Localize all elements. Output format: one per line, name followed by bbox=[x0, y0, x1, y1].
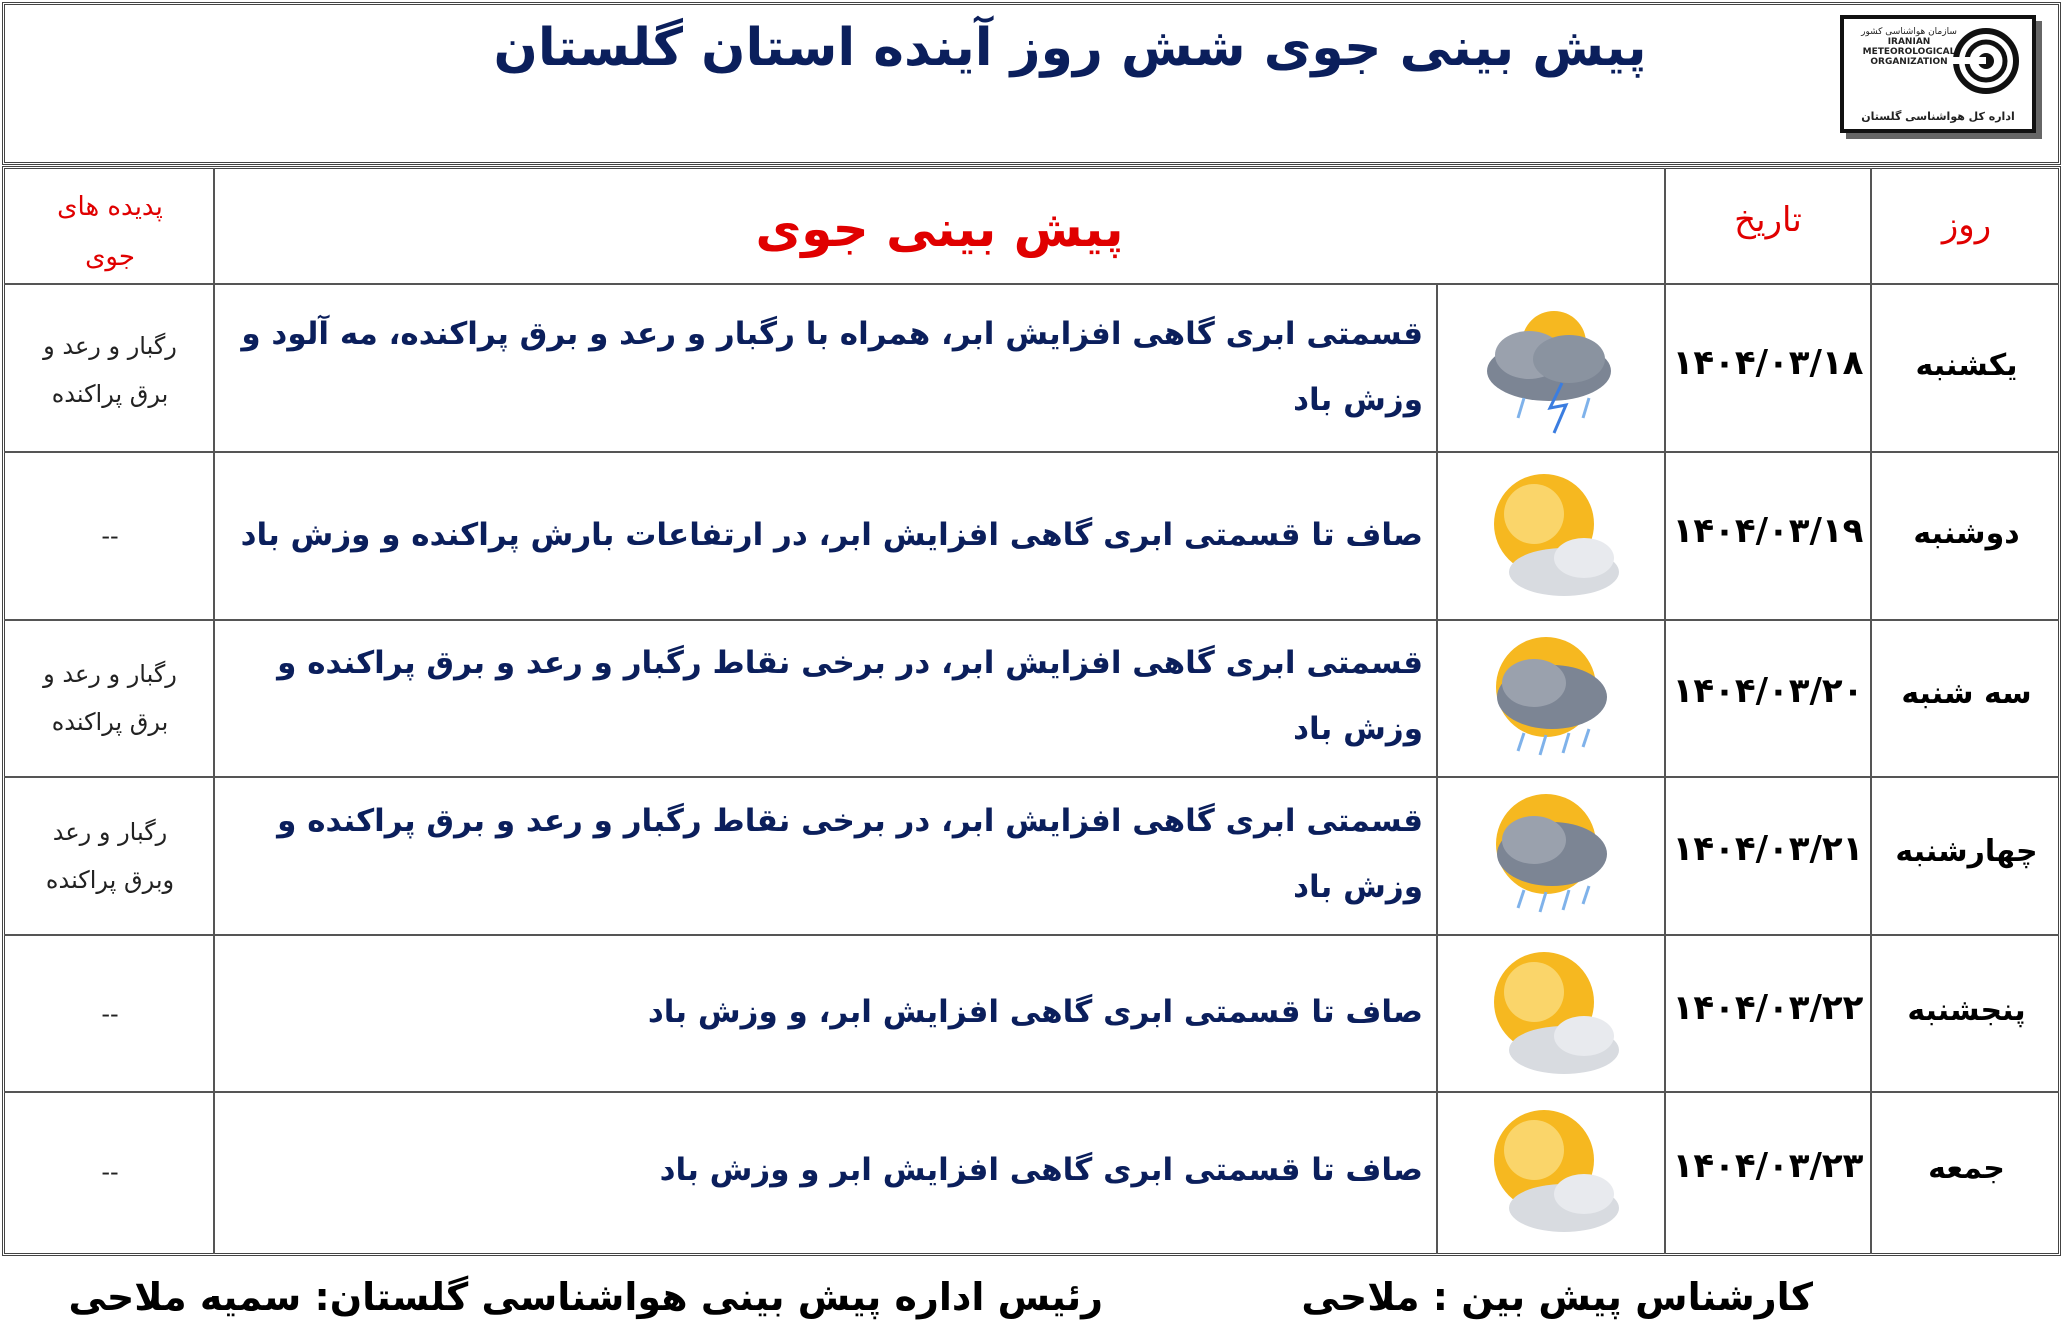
row-phenomena: -- bbox=[101, 1158, 119, 1186]
thunderstorm-icon bbox=[1474, 293, 1624, 443]
footer-head: رئیس اداره پیش بینی هواشناسی گلستان: سمیه ملاحی bbox=[68, 1275, 1103, 1319]
partly-cloudy-icon bbox=[1474, 1098, 1624, 1248]
sun-cloud-rain-icon bbox=[1474, 625, 1624, 775]
row-date: ۱۴۰۴/۰۳/۲۲ bbox=[1672, 988, 1864, 1028]
row-forecast: صاف تا قسمتی ابری گاهی افزایش ابر، در ارتفاعات بارش پراکنده و وزش باد bbox=[240, 517, 1423, 553]
header-date: تاریخ bbox=[1734, 200, 1802, 240]
row-phenomena: -- bbox=[101, 522, 119, 550]
row-phenomena: رگبار و رعد و برق پراکنده bbox=[43, 332, 177, 408]
header-phenomena: پدیده های جوی bbox=[57, 192, 163, 272]
row-phenomena: -- bbox=[101, 1000, 119, 1028]
row-date: ۱۴۰۴/۰۳/۲۳ bbox=[1672, 1146, 1864, 1186]
logo-caption: اداره کل هواشناسی گلستان bbox=[1861, 110, 2015, 123]
row-phenomena: رگبار و رعد وبرق پراکنده bbox=[45, 818, 175, 894]
partly-cloudy-icon bbox=[1474, 940, 1624, 1090]
row-forecast: قسمتی ابری گاهی افزایش ابر، همراه با رگبار و رعد و برق پراکنده، مه آلود و وزش باد bbox=[241, 316, 1423, 418]
row-day: دوشنبه bbox=[1913, 516, 2020, 551]
logo-wordmark: سازمان هواشناسی کشور IRANIAN METEOROLOGICAL ORGANIZATION bbox=[1861, 27, 1957, 67]
header-day: روز bbox=[1941, 205, 1992, 245]
row-day: یکشنبه bbox=[1915, 348, 2018, 383]
row-forecast: صاف تا قسمتی ابری گاهی افزایش ابر و وزش باد bbox=[659, 1152, 1423, 1188]
logo-emblem-icon bbox=[1950, 25, 2022, 97]
footer-forecaster: کارشناس پیش بین : ملاحی bbox=[1301, 1275, 1813, 1319]
sun-cloud-rain-icon bbox=[1474, 782, 1624, 932]
page-title: پیش بینی جوی شش روز آینده استان گلستان bbox=[493, 18, 1647, 78]
row-day: پنجشنبه bbox=[1907, 993, 2026, 1028]
header-forecast: پیش بینی جوی bbox=[755, 200, 1124, 258]
row-day: چهارشنبه bbox=[1895, 834, 2038, 869]
partly-cloudy-icon bbox=[1474, 462, 1624, 612]
row-day: سه شنبه bbox=[1901, 676, 2032, 711]
row-date: ۱۴۰۴/۰۳/۲۱ bbox=[1672, 829, 1864, 869]
organization-logo bbox=[1840, 15, 2036, 133]
row-forecast: قسمتی ابری گاهی افزایش ابر، در برخی نقاط رگبار و رعد و برق پراکنده و وزش باد bbox=[277, 803, 1423, 905]
row-date: ۱۴۰۴/۰۳/۱۹ bbox=[1672, 511, 1864, 551]
row-forecast: صاف تا قسمتی ابری گاهی افزایش ابر، و وزش باد bbox=[647, 994, 1423, 1030]
row-day: جمعه bbox=[1928, 1151, 2005, 1186]
row-date: ۱۴۰۴/۰۳/۲۰ bbox=[1672, 671, 1864, 711]
row-forecast: قسمتی ابری گاهی افزایش ابر، در برخی نقاط رگبار و رعد و برق پراکنده و وزش باد bbox=[277, 645, 1423, 747]
row-date: ۱۴۰۴/۰۳/۱۸ bbox=[1672, 343, 1864, 383]
row-phenomena: رگبار و رعد و برق پراکنده bbox=[43, 660, 177, 736]
